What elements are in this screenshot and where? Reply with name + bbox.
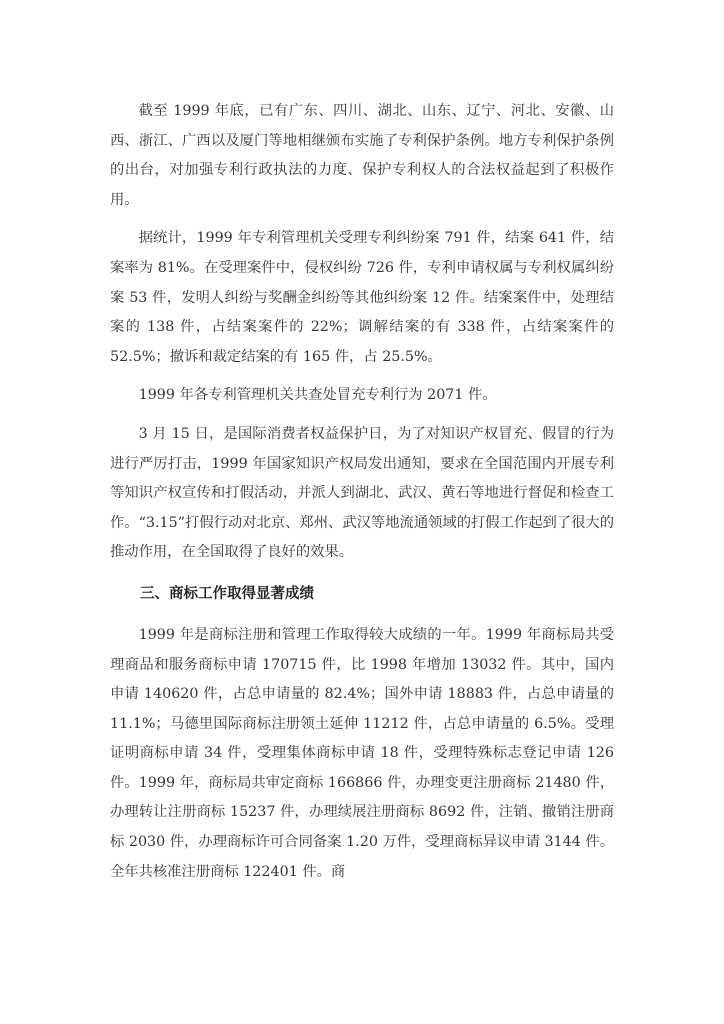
paragraph-dispute-statistics: 据统计，1999 年专利管理机关受理专利纠纷案 791 件，结案 641 件，结案率为 81%。在受理案件中，侵权纠纷 726 件，专利申请权属与专利权属纠纷案 53 件，发明人纠纷与奖酬金纠纷等其他纠纷案 12 件。结案案件中，处理结案的 138 件，占结案案件的 22%；调解结案的有 338 件，占结案案件的 52.5%；撤诉和裁定结案的有 165 件，占 25.5%。 [110,230,614,365]
paragraph-trademark-work: 1999 年是商标注册和管理工作取得较大成绩的一年。1999 年商标局共受理商品和服务商标申请 170715 件，比 1998 年增加 13032 件。其中，国内申请 140620 件，占总申请量的 82.4%；国外申请 18883 件，占总申请量的 11.1%；马德里国际商标注册领土延伸 11212 件，占总申请量的 6.5%。受理证明商标申请 34 件，受理集体商标申请 18 件，受理特殊标志登记申请 126 件。1999 年，商标局共审定商标 166866 件，办理变更注册商标 21480 件，办理转让注册商标 15237 件，办理续展注册商标 8692 件，注销、撤销注册商标 2030 件，办理商标许可合同备案 1.20 万件，受理商标异议申请 3144 件。全年共核准注册商标 122401 件。商 [110,626,614,880]
paragraph-local-regulations: 截至 1999 年底，已有广东、四川、湖北、山东、辽宁、河北、安徽、山西、浙江、广西以及厦门等地相继颁布实施了专利保护条例。地方专利保护条例的出台，对加强专利行政执法的力度、保护专利权人的合法权益起到了积极作用。 [110,103,614,208]
section-heading-trademark: 三、商标工作取得显著成绩 [140,585,314,602]
paragraph-counterfeit-cases: 1999 年各专利管理机关共查处冒充专利行为 2071 件。 [138,387,497,404]
paragraph-consumer-rights-day: 3 月 15 日，是国际消费者权益保护日，为了对知识产权冒充、假冒的行为进行严厉打击，1999 年国家知识产权局发出通知，要求在全国范围内开展专利等知识产权宣传和打假活动，并派人到湖北、武汉、黄石等地进行督促和检查工作。“3.15”打假行动对北京、郑州、武汉等地流通领域的打假工作起到了很大的推动作用，在全国取得了良好的效果。 [110,425,614,561]
document-page [110,97,614,887]
